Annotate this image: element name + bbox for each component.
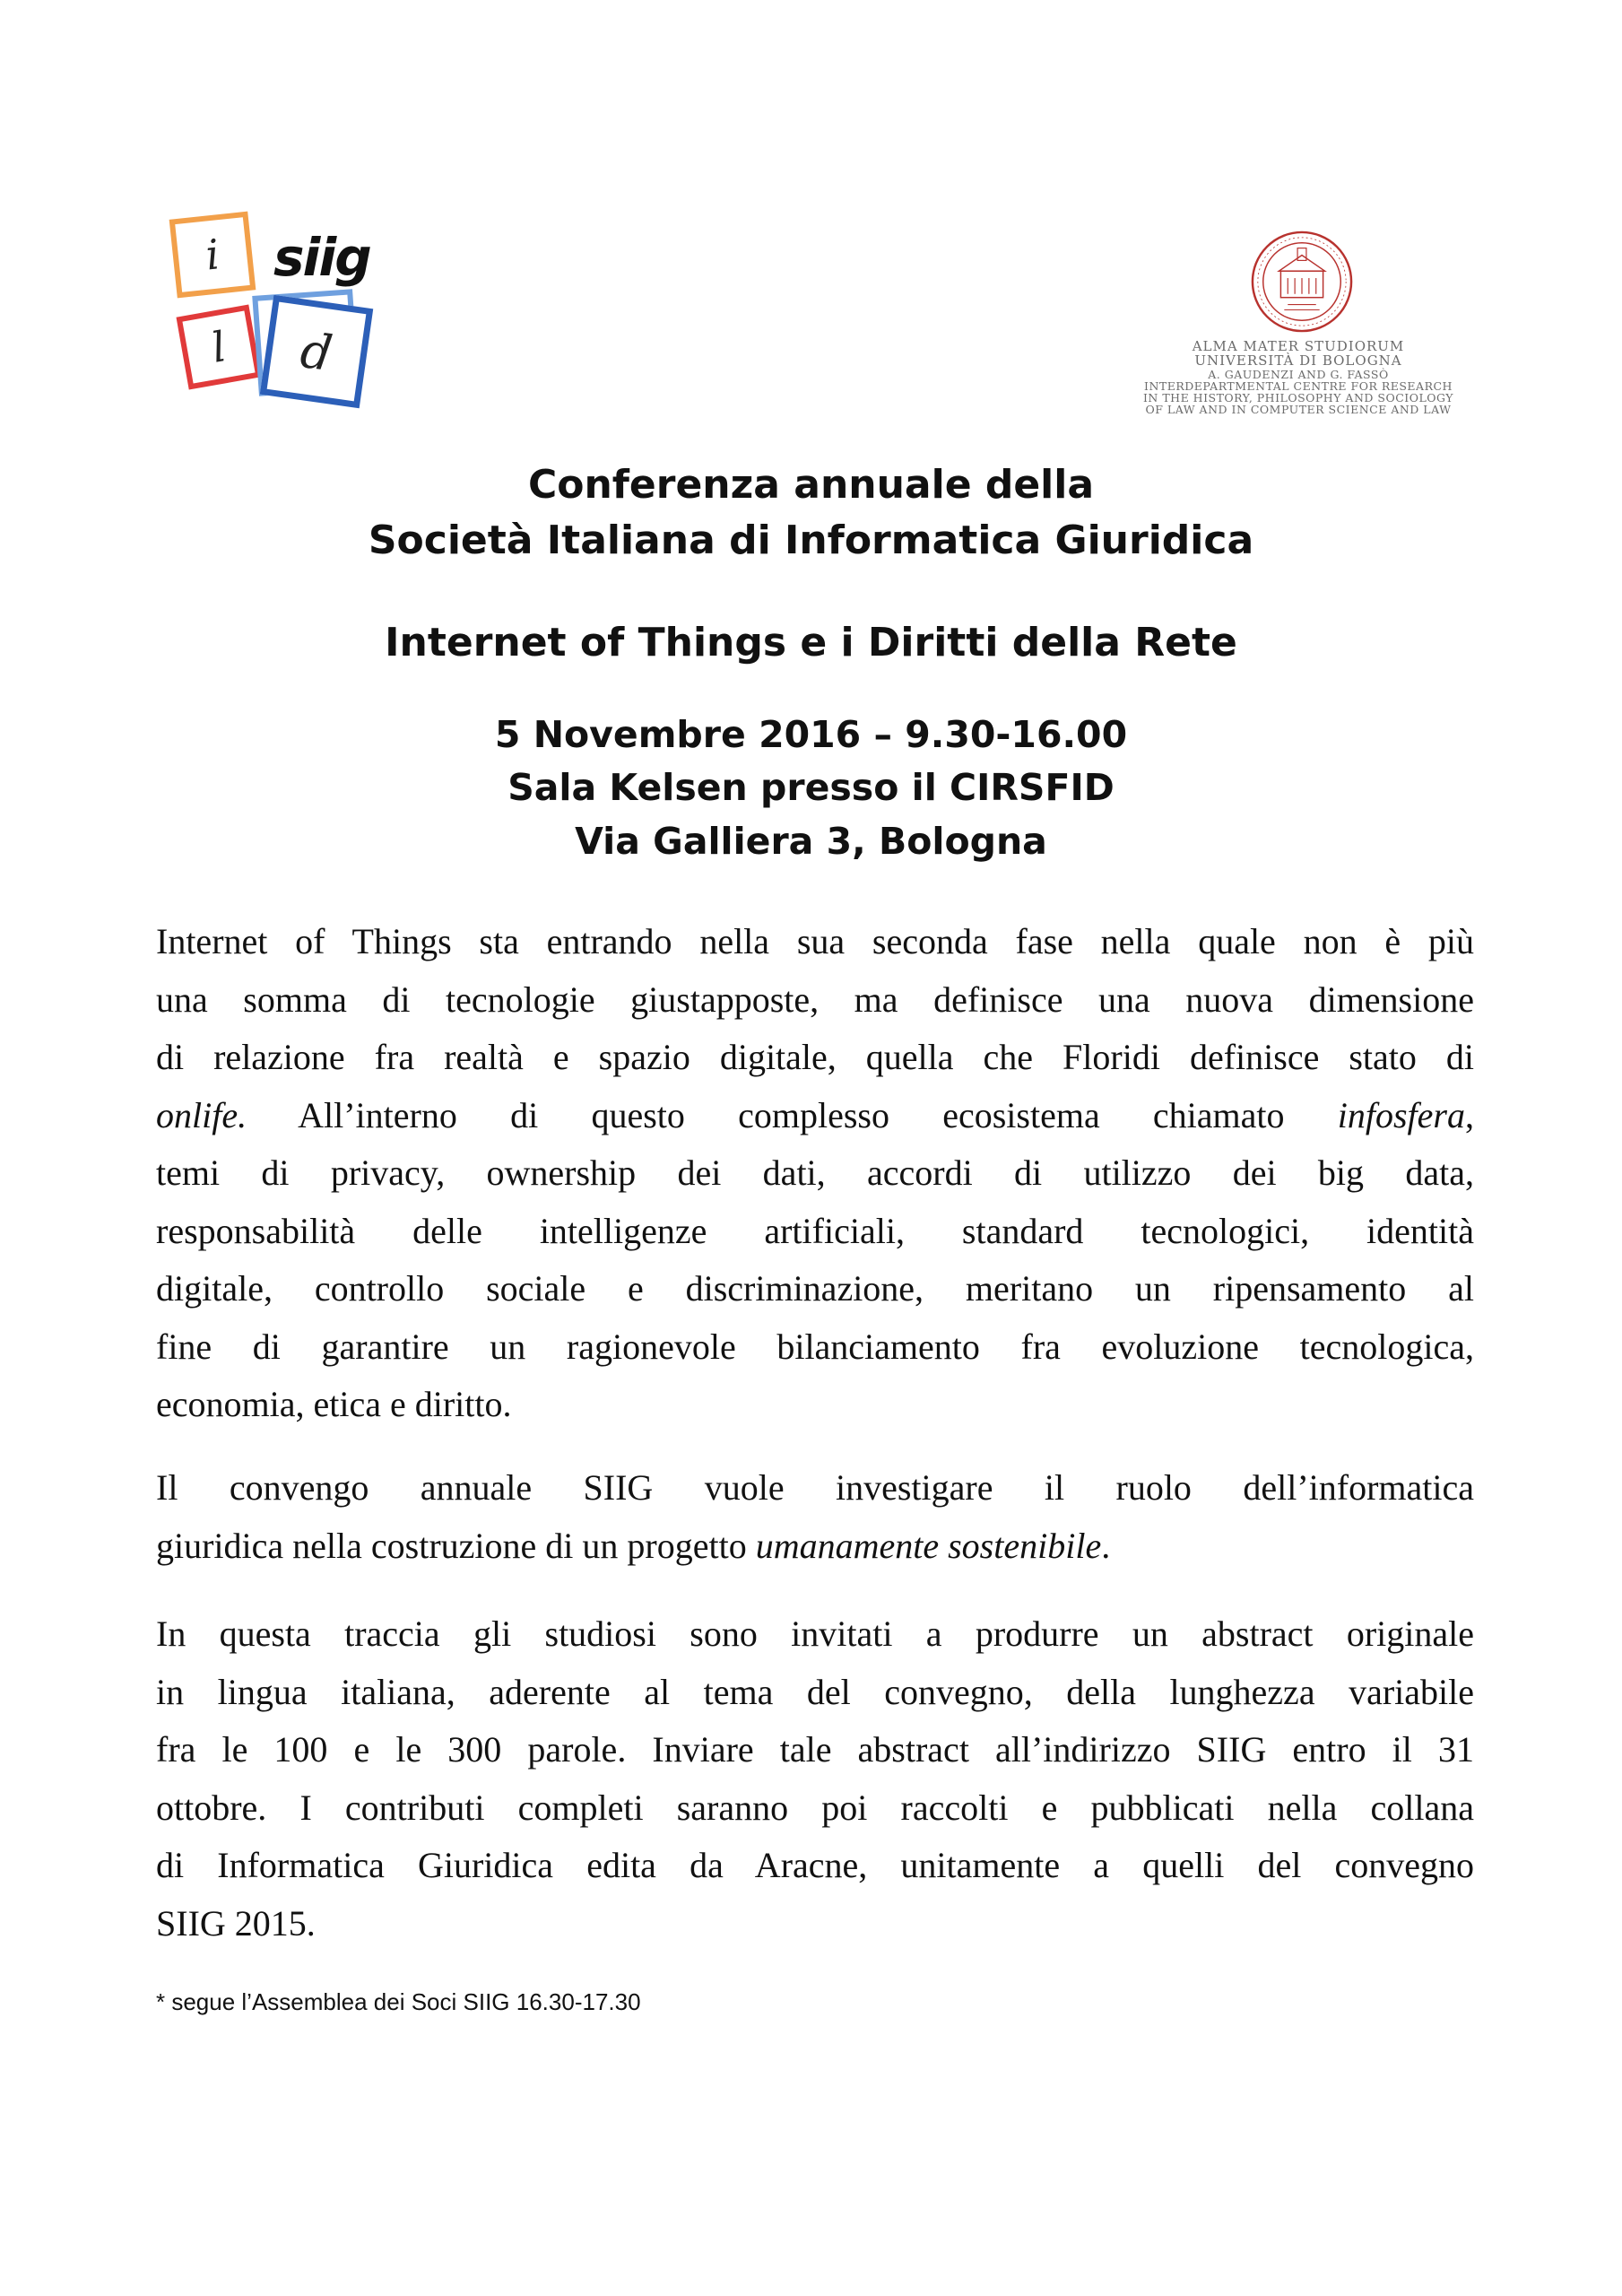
- event-address: Via Galliera 3, Bologna: [575, 819, 1047, 863]
- paragraph-line: [156, 1518, 1474, 1576]
- university-line: IN THE HISTORY, PHILOSOPHY AND SOCIOLOGY: [1142, 390, 1454, 404]
- university-line: OF LAW AND IN COMPUTER SCIENCE AND LAW: [1145, 402, 1452, 416]
- paragraph-line: Il convengo annuale SIIG vuole investigare il ruolo dell’informatica: [156, 1467, 1474, 1508]
- university-line: UNIVERSITÀ DI BOLOGNA: [1194, 352, 1402, 369]
- university-name: [1137, 340, 1460, 415]
- paragraph-line: ottobre. I contributi completi saranno poi raccolti e pubblicati nella collana: [156, 1787, 1474, 1828]
- siig-wordmark: siig: [273, 227, 370, 288]
- paragraph-line: una somma di tecnologie giustapposte, ma definisce una nuova dimensione: [156, 978, 1474, 1020]
- conference-title-line: Società Italiana di Informatica Giuridica: [368, 517, 1254, 564]
- conference-subtitle: [0, 615, 1622, 671]
- paragraph-intro: [156, 913, 1474, 1434]
- university-line: ALMA MATER STUDIORUM: [1192, 338, 1405, 354]
- paragraph-line: In questa traccia gli studiosi sono invitati a produrre un abstract originale: [156, 1613, 1474, 1654]
- paragraph-line: in lingua italiana, aderente al tema del convegno, della lunghezza variabile: [156, 1671, 1474, 1712]
- paragraph-text: giuridica nella costruzione di un progetto: [156, 1525, 756, 1566]
- alma-mater-seal-icon: [1249, 229, 1355, 335]
- paragraph-line: economia, etica e diritto.: [156, 1384, 512, 1424]
- italic-term-onlife: onlife.: [156, 1094, 247, 1135]
- paragraph-line: fine di garantire un ragionevole bilanciamento fra evoluzione tecnologica,: [156, 1326, 1474, 1367]
- paragraph-line: di relazione fra realtà e spazio digitale, quella che Floridi definisce stato di: [156, 1037, 1474, 1077]
- event-date: 5 Novembre 2016 – 9.30-16.00: [494, 713, 1128, 756]
- logo-tile-i: [169, 212, 256, 299]
- paragraph-line: digitale, controllo sociale e discriminazione, meritano un ripensamento al: [156, 1268, 1474, 1309]
- footnote: * segue l’Assemblea dei Soci SIIG 16.30-17.30: [156, 1988, 641, 2015]
- logo-tile-l: [177, 305, 262, 390]
- conference-subtitle-text: Internet of Things e i Diritti della Rete: [385, 620, 1237, 665]
- paragraph-line: temi di privacy, ownership dei dati, accordi di utilizzo dei big data,: [156, 1152, 1474, 1193]
- logo-letter-l: l: [208, 322, 230, 372]
- paragraph-line: SIIG 2015.: [156, 1902, 316, 1944]
- paragraph-line: [156, 1087, 1474, 1145]
- logo-letter-d: d: [297, 321, 336, 382]
- paragraph-call-for-abstracts: [156, 1605, 1474, 1952]
- italic-term-umanamente-sostenibile: umanamente sostenibile: [755, 1525, 1102, 1566]
- logo-tile-d: [260, 295, 373, 408]
- paragraph-purpose: [156, 1459, 1474, 1575]
- paragraph-text: .: [1101, 1525, 1111, 1566]
- university-line: A. GAUDENZI AND G. FASSÒ: [1208, 367, 1389, 381]
- siig-logo: [166, 204, 390, 420]
- paragraph-line: di Informatica Giuridica edita da Aracne, unitamente a quelli del convegno: [156, 1845, 1474, 1885]
- paragraph-line: responsabilità delle intelligenze artificiali, standard tecnologici, identità: [156, 1210, 1474, 1251]
- event-venue: Sala Kelsen presso il CIRSFID: [507, 766, 1115, 810]
- university-logo: [1137, 229, 1460, 422]
- logo-letter-i: i: [203, 230, 222, 280]
- event-info: [0, 709, 1622, 868]
- conference-title-line: Conferenza annuale della: [527, 462, 1095, 508]
- paragraph-text: All’interno di questo complesso ecosistema chiamato: [247, 1094, 1338, 1135]
- italic-term-infosfera: infosfera: [1337, 1094, 1465, 1135]
- conference-title: [0, 457, 1622, 570]
- paragraph-text: ,: [1465, 1094, 1474, 1135]
- university-line: INTERDEPARTMENTAL CENTRE FOR RESEARCH: [1144, 378, 1453, 393]
- paragraph-line: Internet of Things sta entrando nella sua seconda fase nella quale non è più: [156, 921, 1474, 961]
- paragraph-line: fra le 100 e le 300 parole. Inviare tale abstract all’indirizzo SIIG entro il 31: [156, 1729, 1474, 1770]
